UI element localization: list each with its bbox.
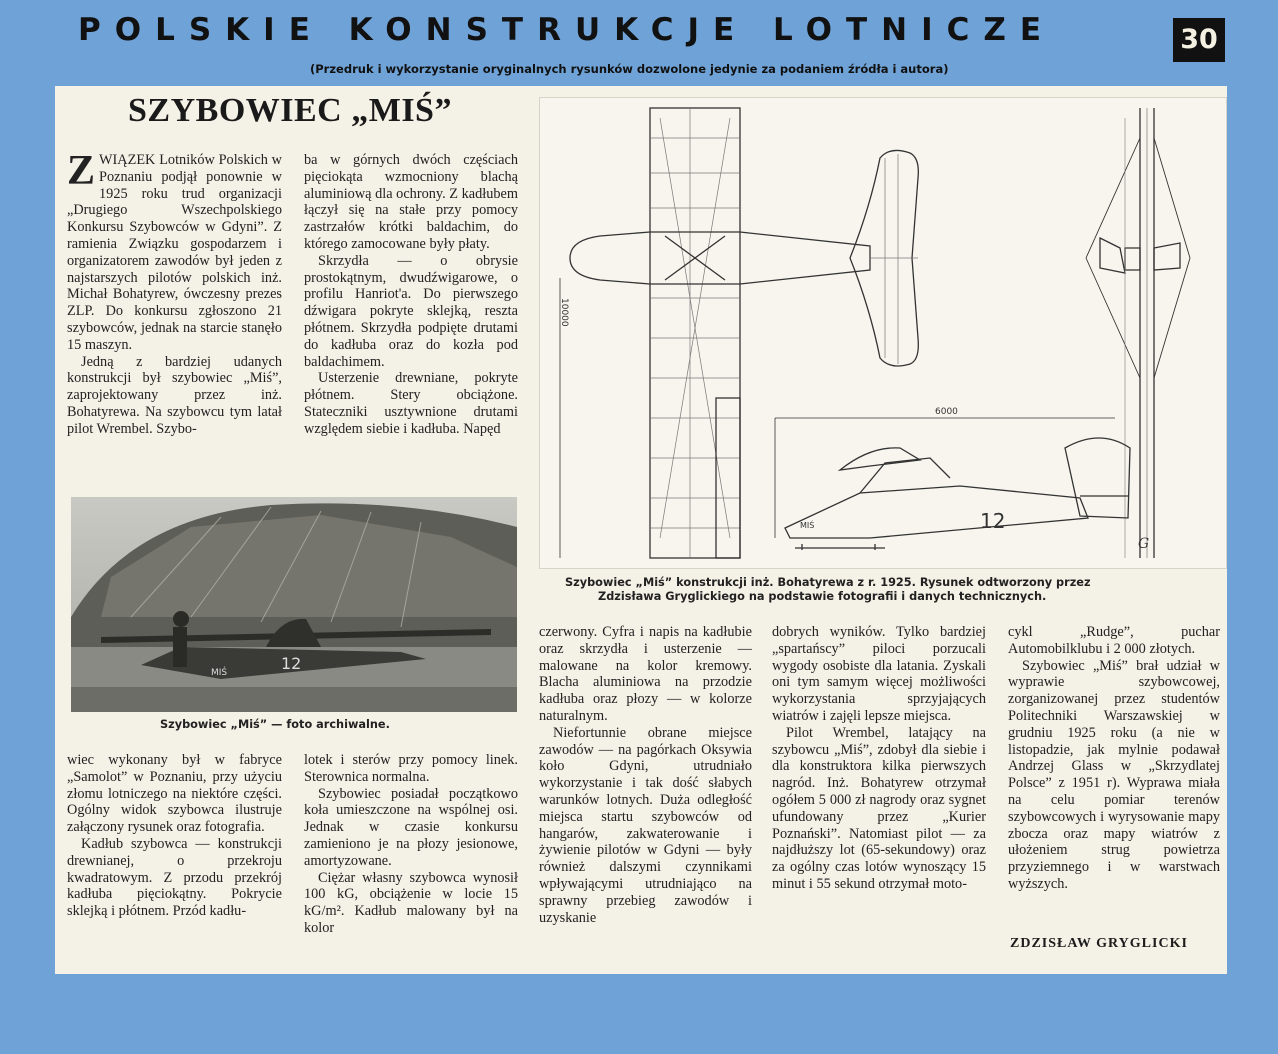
paragraph-text: WIĄZEK Lotników Polskich w Poznaniu podjął ponownie w 1925 roku trud organizacji „Drugiego Wszechpolskiego Konkursu Szybowców w Gdyni”. Z ramienia Związku gospodarzem i organizatorem zawodów był jeden z najstarszych pilotów polskich inż. Michał Bohatyrew, ówczesny prezes ZLP. Do konkursu zgłoszono 21 szybowców, jednak na starcie stanęło 15 maszyn. [67,152,282,353]
paragraph: Pilot Wrembel, latający na szybowcu „Miś”, zdobył dla siebie i dla konstruktora kilka pierwszych nagród. Inż. Bohatyrew otrzymał ogółem 5 000 zł nagrody oraz sygnet ufundowany przez „Kurier Poznański”. Natomiast pilot — za najdłuższy lot (65-sekundowy) oraz za ogólny czas lotów wynoszący 15 minut i 55 sekund otrzymał moto- [772,724,986,892]
paragraph: Kadłub szybowca — konstrukcji drewnianej, o przekroju kwadratowym. Z przodu przekrój kadłuba pięciokątny. Pokrycie sklejką i płótnem. Przód kadłu- [67,835,282,920]
paragraph: wiec wykonany był w fabryce „Samolot” w Poznaniu, przy użyciu złomu lotniczego na niektóre części. Ogólny widok szybowca ilustruje załączony rysunek oraz fotografia. [67,752,282,836]
text-column-e [1008,624,1220,924]
section-banner: POLSKIE KONSTRUKCJE LOTNICZE [78,12,1056,48]
paragraph: Niefortunnie obrane miejsce zawodów — na pagórkach Oksywia koło Gdyni, utrudniało wykorzystanie i tak dość słabych warunków lotnych. Duża odległość miejsca startu szybowców od hangarów, zakwaterowanie i żywienie pilotów w Gdyni — były również dalszymi czynnikami wpływającymi utrudniająco na sprawny przebieg zawodów i uzyskanie [539,724,752,926]
text-column-a [67,752,282,962]
paragraph: dobrych wyników. Tylko bardziej „spartańscy” piloci porzucali wygody osobiste dla latania. Zyskali oni tym samym więcej możliwości wykorzystania sprzyjających wiatrów i zajęli lepsze miejsca. [772,624,986,724]
page-number: 30 [1173,18,1225,62]
archival-photo [71,497,517,712]
article-title: SZYBOWIEC „MIŚ” [128,92,452,129]
paragraph [67,152,282,354]
reprint-notice: (Przedruk i wykorzystanie oryginalnych rysunków dozwolone jedynie za podaniem źródła i autora) [310,62,949,76]
photo-fuselage-text: MIŚ [211,668,228,678]
drawing-signature: G [1138,536,1150,552]
drawing-fuselage-text: MIŚ [800,521,815,530]
photo-caption: Szybowiec „Miś” — foto archiwalne. [160,718,390,731]
photo-tail-number: 12 [281,654,302,673]
glider-three-view [540,98,1226,568]
drop-cap: Z [67,152,96,194]
technical-drawing [539,97,1227,569]
paragraph: Szybowiec „Miś” brał udział w wyprawie szybowcowej, zorganizowanej przez studentów Politechniki Warszawskiej w grudniu 1925 roku (a nie w listopadzie, jak mylnie podawał Andrzej Glass w „Skrzydlatej Polsce” z 1951 r). Wyprawa miała na celu pomiar terenów szybowcowych i wyrysowanie mapy zbocza oraz mapy wiatrów z ułożeniem strug powietrza przyziemnego i w warstwach wyższych. [1008,657,1220,892]
paragraph: czerwony. Cyfra i napis na kadłubie oraz skrzydła i usterzenie — malowane na kolor kremowy. Blacha aluminiowa na przodzie kadłuba oraz płozy — w kolorze naturalnym. [539,624,752,724]
text-column-b [304,752,518,962]
span-dimension: 10000 [559,298,569,327]
article-author: ZDZISŁAW GRYGLICKI [1010,936,1188,951]
side-view [775,407,1149,552]
paragraph: lotek i sterów przy pomocy linek. Sterownica normalna. [304,752,518,785]
text-column-d [772,624,986,964]
paragraph: Usterzenie drewniane, pokryte płótnem. Stery obciążone. Stateczniki usztywnione drutami względem siebie i kadłuba. Napęd [304,370,518,437]
paragraph: Szybowiec posiadał początkowo koła umieszczone na wspólnej osi. Jednak w czasie konkursu zamieniono je na płozy jesionowe, amortyzowane. [304,785,518,869]
drawing-caption-line-1: Szybowiec „Miś” konstrukcji inż. Bohatyrewa z r. 1925. Rysunek odtworzony przez [565,576,1091,589]
drawing-tail-number: 12 [980,509,1006,533]
paragraph: Ciężar własny szybowca wynosił 100 kG, obciążenie w locie 15 kG/m². Kadłub malowany był na kolor [304,869,518,936]
text-column-c [539,624,752,964]
glider-photo-illustration [71,497,517,712]
top-view-wing [650,108,740,558]
paragraph: cykl „Rudge”, puchar Automobilklubu i 2 000 złotych. [1008,624,1220,657]
aileron [716,398,740,558]
wing-ribs [650,108,740,558]
drawing-caption-line-2: Zdzisława Gryglickiego na podstawie fotografii i danych technicznych. [598,590,1047,603]
length-dimension: 6000 [935,407,958,417]
paragraph: Jedną z bardziej udanych konstrukcji był szybowiec „Miś”, zaprojektowany przez inż. Bohatyrewa. Na szybowcu tym latał pilot Wrembel. Szybo- [67,353,282,437]
text-column-2 [304,152,518,492]
text-column-1 [67,152,282,492]
front-view [1086,108,1190,558]
paragraph: Skrzydła — o obrysie prostokątnym, dwudźwigarowe, o profilu Hanriot'a. Do pierwszego dźwigara pokryte sklejką, reszta płótnem. Skrzydła podpięte drutami do kadłuba oraz do kozła pod baldachimem. [304,252,518,370]
paragraph: ba w górnych dwóch częściach pięciokąta wzmocniony blachą aluminiową dla ochrony. Z kadłubem łączył się na stałe przy pomocy zastrzałów krótki baldachim, do którego zamocowane były płaty. [304,152,518,252]
